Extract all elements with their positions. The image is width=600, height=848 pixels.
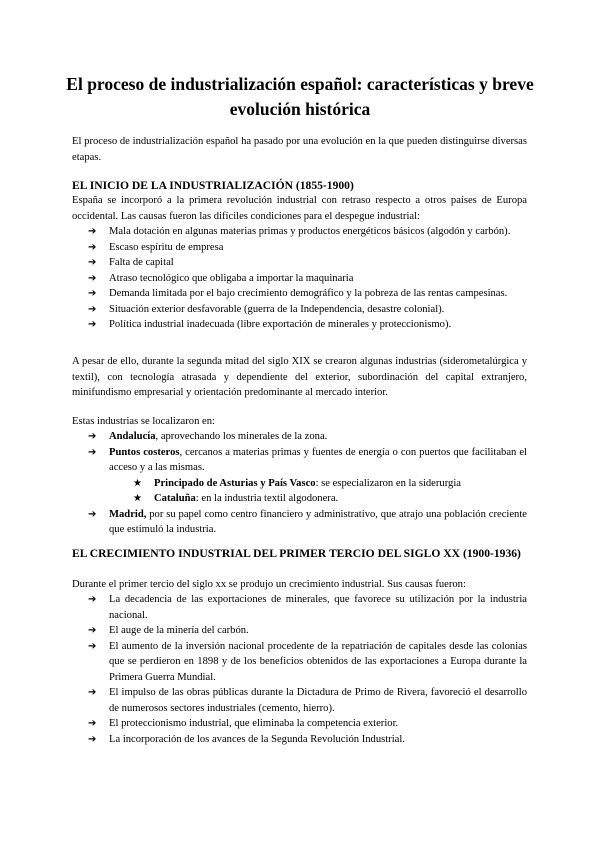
costeros-label: Puntos costeros xyxy=(109,446,180,458)
localization-lead: Estas industrias se localizaron en: xyxy=(72,416,215,427)
list-item: ➔ Demanda limitada por el bajo crecimiento demográfico y la pobreza de las rentas campesinas. xyxy=(88,286,527,302)
list-item: ➔ El auge de la minería del carbón. xyxy=(88,623,527,639)
list-item: ➔ Mala dotación en algunas materias primas y productos energéticos básicos (algodón y carbón). xyxy=(88,224,527,240)
cataluna-label: Cataluña xyxy=(154,493,196,504)
page-title: El proceso de industrialización español: características y breve evolución histórica xyxy=(66,74,534,119)
andalucia-label: Andalucía xyxy=(109,431,156,442)
section2-causes-list xyxy=(88,592,527,747)
list-item: ➔ El impulso de las obras públicas durante la Dictadura de Primo de Rivera, favoreció el desarrollo de numerosos sectores industriales (cemento, hierro). xyxy=(88,685,527,716)
list-item: ➔ Situación exterior desfavorable (guerra de la Independencia, desastre colonial). xyxy=(88,302,527,318)
list-item-andalucia xyxy=(88,429,527,445)
list-item: ➔ El proteccionismo industrial, que eliminaba la competencia exterior. xyxy=(88,716,527,732)
costeros-sublist xyxy=(109,476,527,507)
madrid-text: por su papel como centro financiero y administrativo, que atrajo una población creciente que estimuló la industria. xyxy=(109,508,527,535)
list-item-madrid xyxy=(88,507,527,538)
list-item-puntos-costeros xyxy=(88,445,527,507)
list-item: ➔ Atraso tecnológico que obligaba a importar la maquinaria xyxy=(88,271,527,287)
list-item: ➔ La incorporación de los avances de la Segunda Revolución Industrial. xyxy=(88,732,527,748)
list-item: ➔ Escaso espíritu de empresa xyxy=(88,240,527,256)
costeros-text: , cercanos a materias primas y fuentes de energía o con puertos que facilitaban el acceso y a las mismas. xyxy=(109,446,527,473)
section1-lead: España se incorporó a la primera revolución industrial con retraso respecto a otros países de Europa occidental. Las causas fueron las difíciles condiciones para el despegue industrial: xyxy=(72,195,527,222)
section1-heading: EL INICIO DE LA INDUSTRIALIZACIÓN (1855-1900) xyxy=(72,179,354,192)
list-item: ➔ Falta de capital xyxy=(88,255,527,271)
asturias-label: Principado de Asturias y País Vasco xyxy=(154,477,316,489)
list-item: ➔ Política industrial inadecuada (libre exportación de minerales y proteccionismo). xyxy=(88,317,527,333)
section2-lead: Durante el primer tercio del siglo xx se produjo un crecimiento industrial. Sus causas fueron: xyxy=(72,579,466,590)
list-item: ➔ El aumento de la inversión nacional procedente de la repatriación de capitales desde las colonias que se perdieron en 1898 y de los beneficios obtenidos de las exportaciones a Europa durante la Primera Guerra Mundial. xyxy=(88,639,527,686)
section2-heading: EL CRECIMIENTO INDUSTRIAL DEL PRIMER TERCIO DEL SIGLO XX (1900-1936) xyxy=(72,547,521,560)
section1-causes-list xyxy=(88,224,527,333)
cataluna-text: : en la industria textil algodonera. xyxy=(195,493,339,504)
intro-paragraph: El proceso de industrialización español ha pasado por una evolución en la que pueden distinguirse diversas etapas. xyxy=(72,136,527,163)
sublist-item-cataluna xyxy=(133,491,527,507)
asturias-text: : se especializaron en la siderurgia xyxy=(315,477,461,489)
list-item: ➔ La decadencia de las exportaciones de minerales, que favorece su utilización por la industria nacional. xyxy=(88,592,527,623)
localization-list xyxy=(88,429,527,538)
madrid-label: Madrid, xyxy=(109,508,147,520)
sublist-item-asturias xyxy=(133,476,527,492)
section1-paragraph-2: A pesar de ello, durante la segunda mitad del siglo XIX se crearon algunas industrias (siderometalúrgica y textil), con tecnología atrasada y dependiente del exterior, subordinación del capital extranjero, minifundismo empresarial y orientación predominante al mercado interior. xyxy=(72,356,527,398)
andalucia-text: , aprovechando los minerales de la zona. xyxy=(155,431,328,442)
